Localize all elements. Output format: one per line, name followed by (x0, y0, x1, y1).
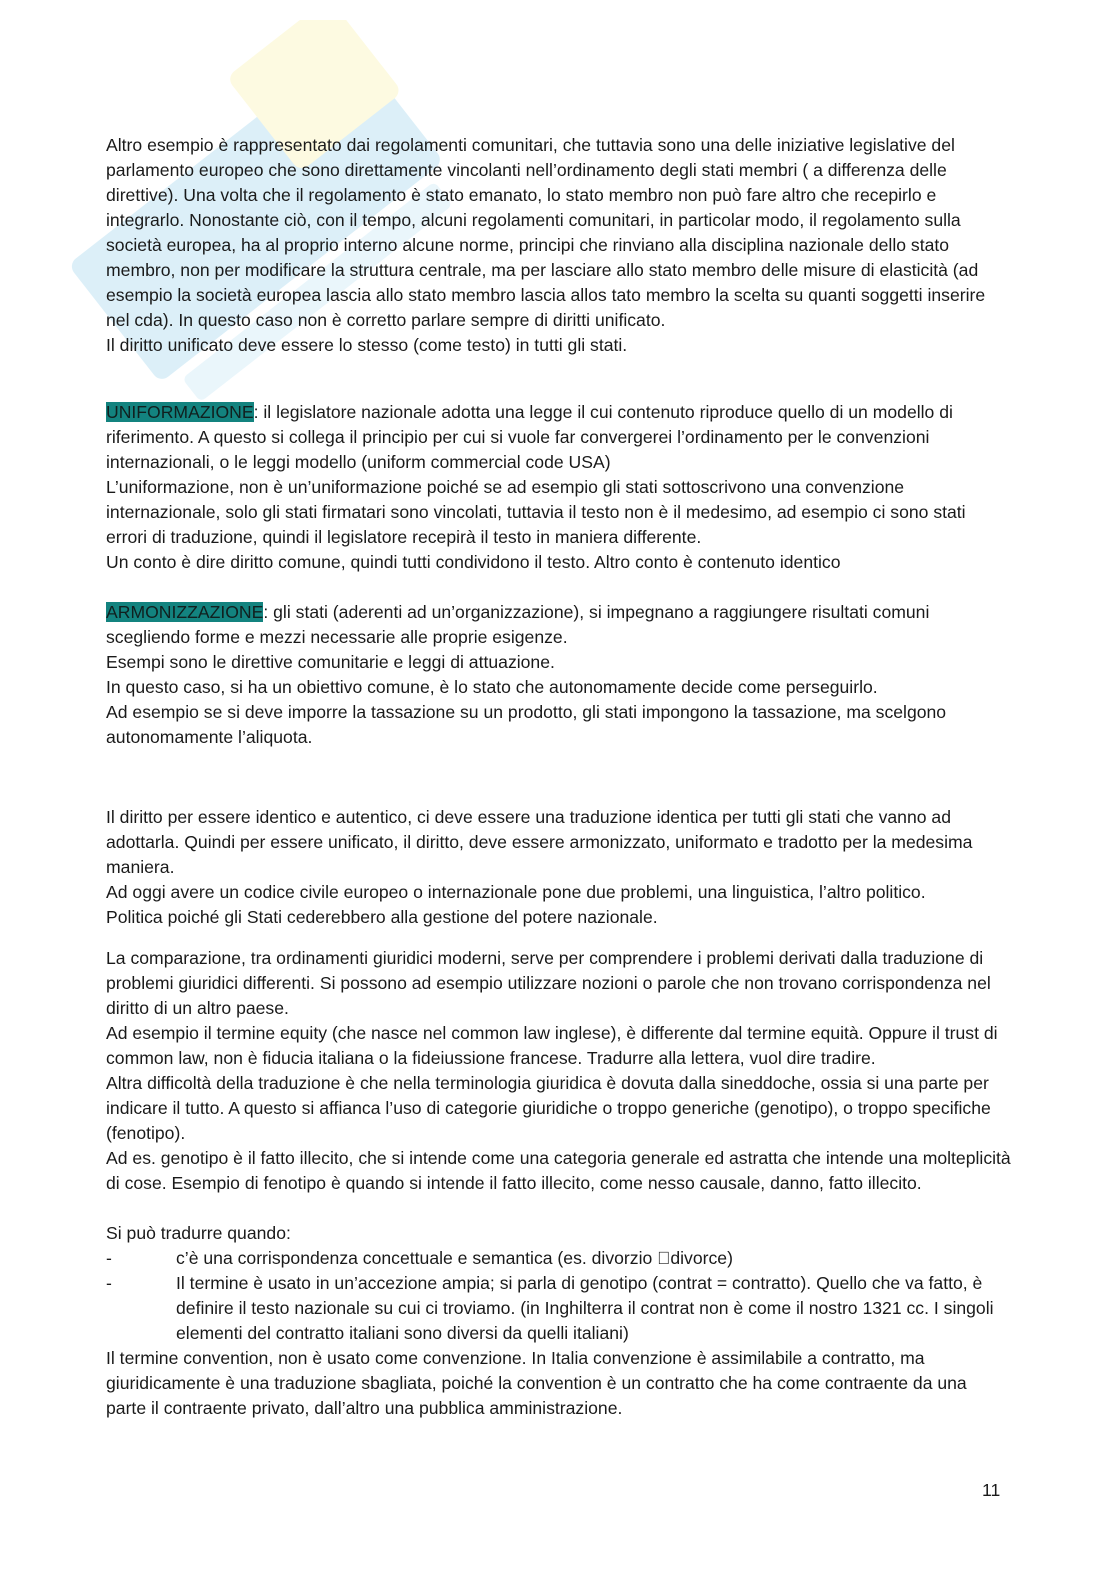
page-content (106, 133, 1011, 1421)
paragraph-regolamenti: Altro esempio è rappresentato dai regolamenti comunitari, che tuttavia sono una delle iniziative legislative del parlamento europeo che sono direttamente vincolanti nell’ordinamento degli stati membri ( a differenza delle direttive). Una volta che il regolamento è stato emanato, lo stato membro non può fare altro che recepirlo e integrarlo. Nonostante ciò, con il tempo, alcuni regolamenti comunitari, in particolar modo, il regolamento sulla società europea, ha al proprio interno alcune norme, principi che rinviano alla disciplina nazionale dello stato membro, non per modificare la struttura centrale, ma per lasciare allo stato membro delle misure di elasticità (ad esempio la società europea lascia allo stato membro lascia allos tato membro la scelta su quanti soggetti inserire nel cda). In questo caso non è corretto parlare sempre di diritti unificato. (106, 135, 986, 330)
page-number: 11 (982, 1480, 1001, 1500)
paragraph-traduzione-identica: Il diritto per essere identico e autentico, ci deve essere una traduzione identica per tutti gli stati che vanno ad adottarla. Quindi per essere unificato, il diritto, deve essere armonizzato, uniformato e tradotto per la medesima maniera. (106, 807, 973, 877)
paragraph-politica: Politica poiché gli Stati cederebbero alla gestione del potere nazionale. (106, 907, 658, 927)
paragraph-si-puo-tradurre: Si può tradurre quando: (106, 1223, 291, 1243)
armonizzazione-definition: : gli stati (aderenti ad un’organizzazione), si impegnano a raggiungere risultati comuni scegliendo forme e mezzi necessarie alle proprie esigenze. (106, 602, 930, 647)
paragraph-codice-civile: Ad oggi avere un codice civile europeo o internazionale pone due problemi, una linguistica, l’altro politico. (106, 882, 926, 902)
paragraph-genotipo: Ad es. genotipo è il fatto illecito, che si intende come una categoria generale ed astratta che intende una molteplicità di cose. Esempio di fenotipo è quando si intende il fatto illecito, come nesso causale, danno, fatto illecito. (106, 1148, 1011, 1193)
paragraph-diritto-unificato: Il diritto unificato deve essere lo stesso (come testo) in tutti gli stati. (106, 335, 628, 355)
paragraph-convention: Il termine convention, non è usato come convenzione. In Italia convenzione è assimilabile a contratto, ma giuridicamente è una traduzione sbagliata, poiché la convention è un contratto che ha come contraente da una parte il contraente privato, dall’altro una pubblica amministrazione. (106, 1348, 967, 1418)
list-item (106, 1246, 1011, 1271)
list-item (106, 1271, 1011, 1346)
paragraph-obiettivo-comune: In questo caso, si ha un obiettivo comune, è lo stato che autonomamente decide come perseguirlo. (106, 677, 878, 697)
paragraph-tassazione: Ad esempio se si deve imporre la tassazione su un prodotto, gli stati impongono la tassazione, ma scelgono autonomamente l’aliquota. (106, 702, 947, 747)
paragraph-direttive: Esempi sono le direttive comunitarie e leggi di attuazione. (106, 652, 555, 672)
paragraph-uniformazione (106, 400, 1011, 475)
paragraph-diritto-comune: Un conto è dire diritto comune, quindi tutti condividono il testo. Altro conto è contenuto identico (106, 552, 841, 572)
list-item-text: c’è una corrispondenza concettuale e semantica (es. divorzio  divorce) (176, 1248, 733, 1268)
paragraph-comparazione: La comparazione, tra ordinamenti giuridici moderni, serve per comprendere i problemi derivati dalla traduzione di problemi giuridici differenti. Si possono ad esempio utilizzare nozioni o parole che non trovano corrispondenza nel diritto di un altro paese. (106, 948, 991, 1018)
list-item-text: Il termine è usato in un’accezione ampia; si parla di genotipo (contrat = contratto). Quello che va fatto, è definire il testo nazionale su cui ci troviamo. (in Inghilterra il contrat non è come il nostro 1321 cc. I singoli elementi del contratto italiani sono diversi da quelli italiani) (176, 1273, 994, 1343)
bullet-dash: - (106, 1248, 112, 1268)
paragraph-equity: Ad esempio il termine equity (che nasce nel common law inglese), è differente dal termine equità. Oppure il trust di common law, non è fiducia italiana o la fideiussione francese. Tradurre alla lettera, vuol dire tradire. (106, 1023, 998, 1068)
uniformazione-definition: : il legislatore nazionale adotta una legge il cui contenuto riproduce quello di un modello di riferimento. A questo si collega il principio per cui si vuole far convergerei l’ordinamento per le convenzioni internazionali, o le leggi modello (uniform commercial code USA) (106, 402, 953, 472)
highlighted-term-armonizzazione: ARMONIZZAZIONE (106, 602, 264, 622)
paragraph-sineddoche: Altra difficoltà della traduzione è che nella terminologia giuridica è dovuta dalla sineddoche, ossia si una parte per indicare il tutto. A questo si affianca l’uso di categorie giuridiche o troppo generiche (genotipo), o troppo specifiche (fenotipo). (106, 1073, 991, 1143)
bullet-dash: - (106, 1273, 112, 1293)
paragraph-uniformazione-detail: L’uniformazione, non è un’uniformazione poiché se ad esempio gli stati sottoscrivono una convenzione internazionale, solo gli stati firmatari sono vincolati, tuttavia il testo non è il medesimo, ad esempio ci sono stati errori di traduzione, quindi il legislatore recepirà il testo in maniera differente. (106, 477, 966, 547)
highlighted-term-uniformazione: UNIFORMAZIONE (106, 402, 254, 422)
paragraph-armonizzazione (106, 600, 1011, 650)
